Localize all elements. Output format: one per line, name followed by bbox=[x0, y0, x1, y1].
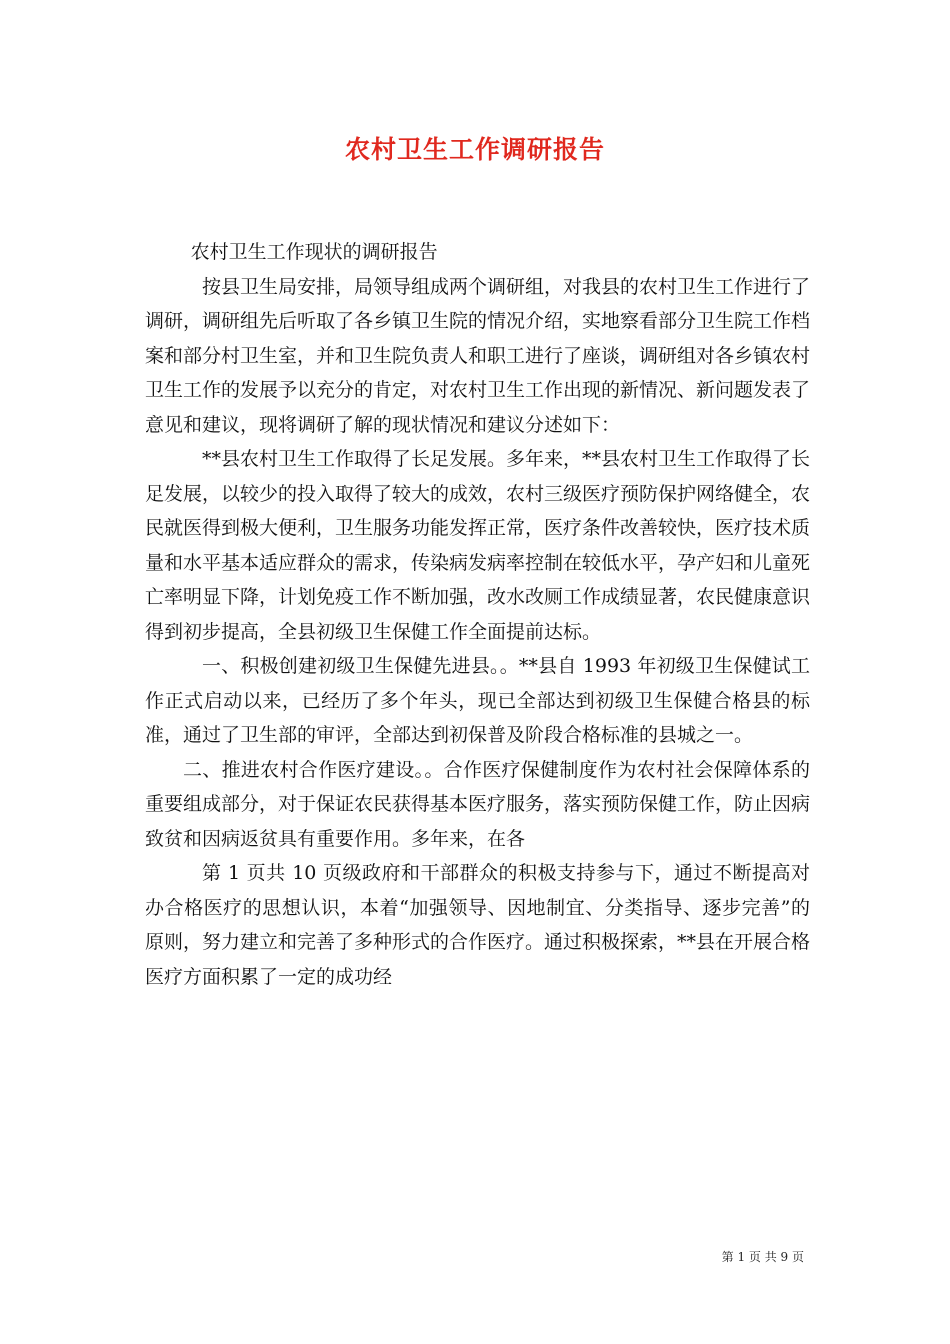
document-subtitle: 农村卫生工作现状的调研报告 bbox=[190, 241, 438, 263]
paragraph-continuation: 第 1 页共 10 页级政府和干部群众的积极支持参与下，通过不断提高对办合格医疗的思想认识，本着“加强领导、因地制宜、分类指导、逐步完善”的原则，努力建立和完善了多种形式的合作医疗。通过积极探索，**县在开展合格医疗方面积累了一定的成功经 bbox=[145, 862, 811, 988]
page-number: 第 1 页 共 9 页 bbox=[721, 1250, 804, 1264]
document-title: 农村卫生工作调研报告 bbox=[344, 135, 605, 164]
paragraph-overview: **县农村卫生工作取得了长足发展。多年来，**县农村卫生工作取得了长足发展，以较少的投入取得了较大的成效，农村三级医疗预防保护网络健全，农民就医得到极大便利，卫生服务功能发挥正常，医疗条件改善较快，医疗技术质量和水平基本适应群众的需求，传染病发病率控制在较低水平，孕产妇和儿童死亡率明显下降，计划免疫工作不断加强，改水改厕工作成绩显著，农民健康意识得到初步提高，全县初级卫生保健工作全面提前达标。 bbox=[145, 448, 811, 643]
document-body bbox=[145, 235, 810, 994]
paragraph-intro: 按县卫生局安排，局领导组成两个调研组，对我县的农村卫生工作进行了调研，调研组先后听取了各乡镇卫生院的情况介绍，实地察看部分卫生院工作档案和部分村卫生室，并和卫生院负责人和职工进行了座谈，调研组对各乡镇农村卫生工作的发展予以充分的肯定，对农村卫生工作出现的新情况、新问题发表了意见和建议，现将调研了解的现状情况和建议分述如下： bbox=[145, 275, 811, 436]
paragraph-section-1: 一、积极创建初级卫生保健先进县。。**县自 1993 年初级卫生保健试工作正式启动以来，已经历了多个年头，现已全部达到初级卫生保健合格县的标准，通过了卫生部的审评，全部达到初保普及阶段合格标准的县城之一。 bbox=[145, 655, 810, 746]
paragraph-section-2: 二、推进农村合作医疗建设。。合作医疗保健制度作为农村社会保障体系的重要组成部分，对于保证农民获得基本医疗服务，落实预防保健工作，防止因病致贫和因病返贫具有重要作用。多年来，在各 bbox=[145, 758, 811, 850]
